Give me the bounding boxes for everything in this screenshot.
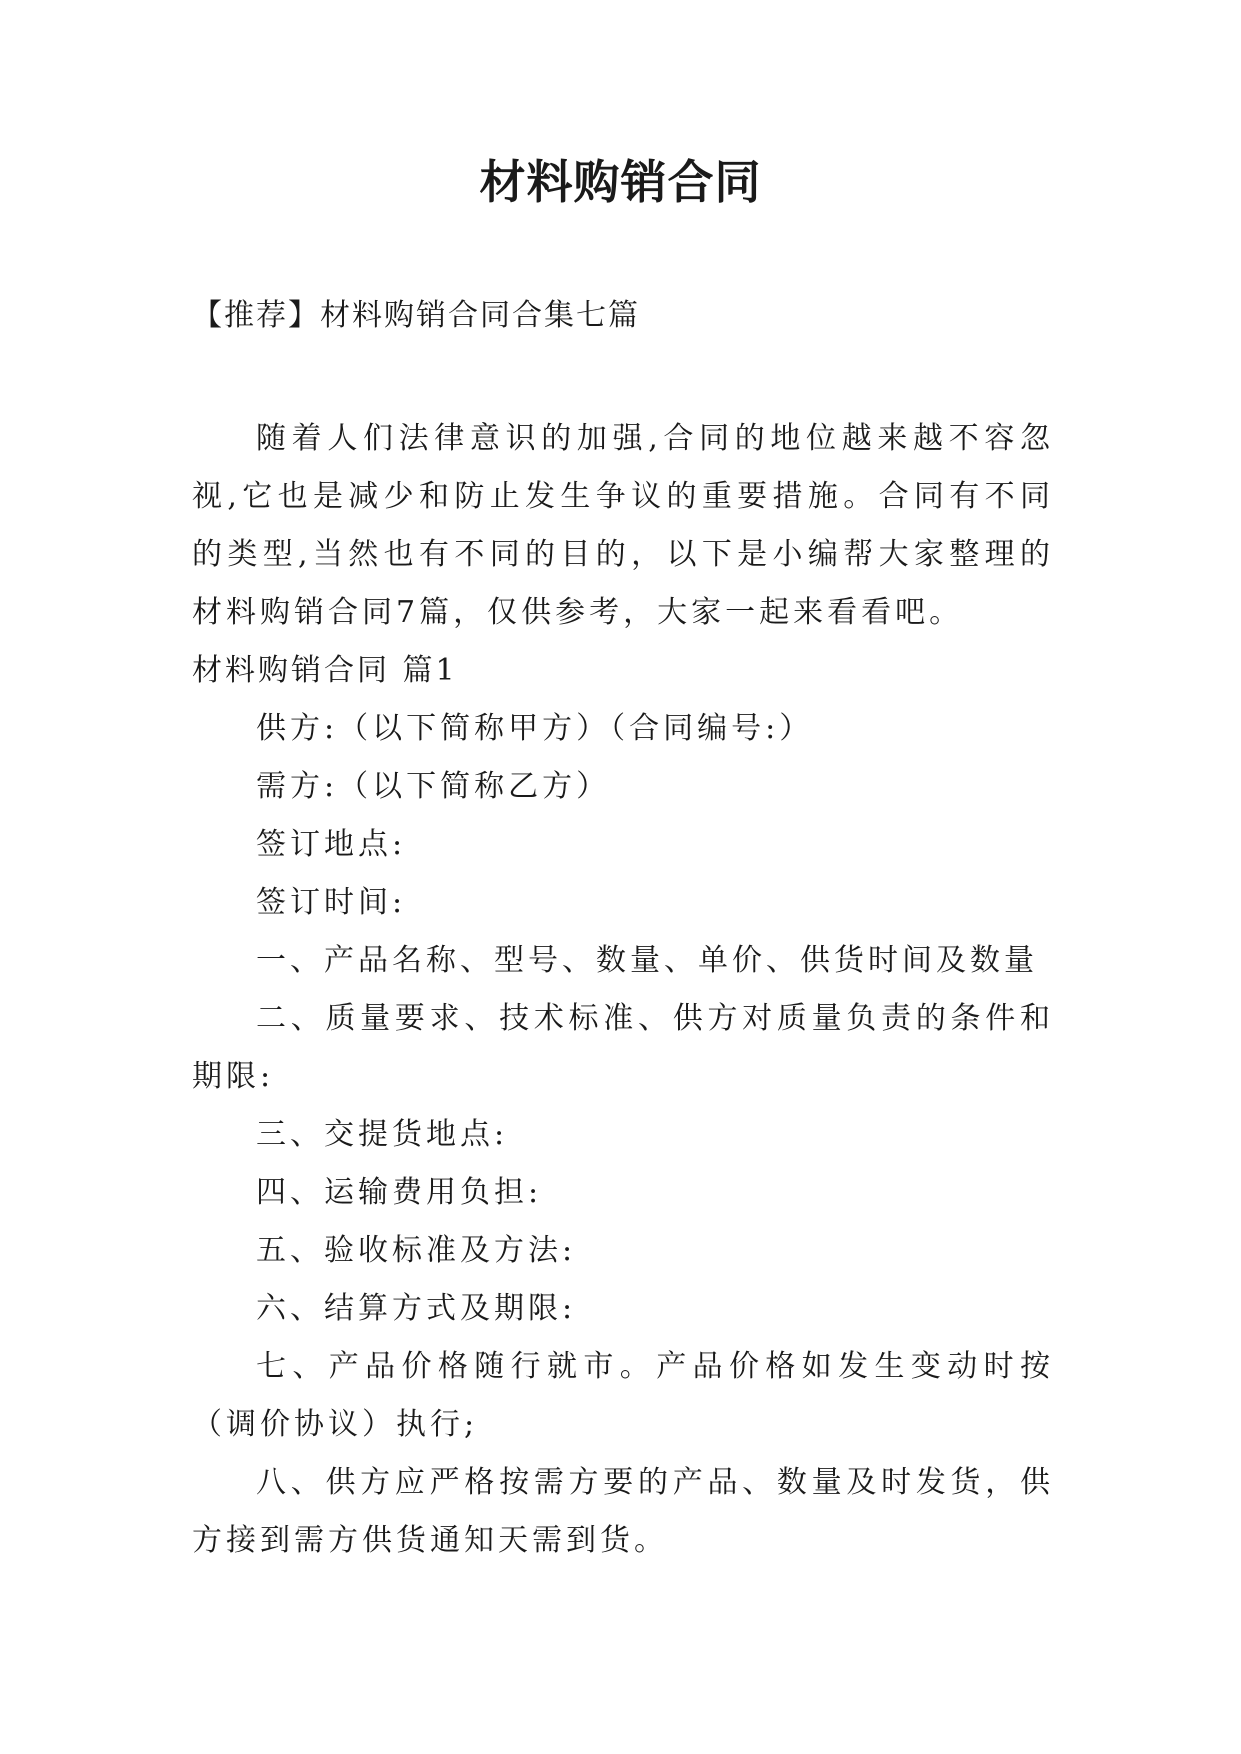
contract-clause-5: 五、验收标准及方法: [256,1233,577,1268]
document-title: 材料购销合同 [479,155,762,209]
document-subtitle: 【推荐】材料购销合同合集七篇 [192,298,640,333]
contract-clause-supplier: 供方:（以下简称甲方）（合同编号:） [256,711,814,746]
contract-clause-sign-place: 签订地点: [256,827,407,862]
contract-clause-6: 六、结算方式及期限: [256,1291,577,1326]
document-body [192,410,1054,1570]
contract-clause-2: 二、质量要求、技术标准、供方对质量负责的条件和期限: [192,1001,1054,1094]
contract-clause-8: 八、供方应严格按需方要的产品、数量及时发货，供方接到需方供货通知天需到货。 [192,1465,1054,1558]
contract-clause-4: 四、运输费用负担: [256,1175,543,1210]
contract-clause-buyer: 需方:（以下简称乙方） [256,769,611,804]
intro-paragraph: 随着人们法律意识的加强,合同的地位越来越不容忽视,它也是减少和防止发生争议的重要措施。合同有不同的类型,当然也有不同的目的，以下是小编帮大家整理的材料购销合同7篇，仅供参考，大家一起来看看吧。 [192,421,1054,630]
contract-clause-3: 三、交提货地点: [256,1117,509,1152]
section-heading: 材料购销合同 篇1 [192,653,458,688]
contract-clause-sign-time: 签订时间: [256,885,407,920]
contract-clause-1: 一、产品名称、型号、数量、单价、供货时间及数量 [256,943,1038,978]
contract-clause-7: 七、产品价格随行就市。产品价格如发生变动时按（调价协议）执行; [192,1349,1054,1442]
